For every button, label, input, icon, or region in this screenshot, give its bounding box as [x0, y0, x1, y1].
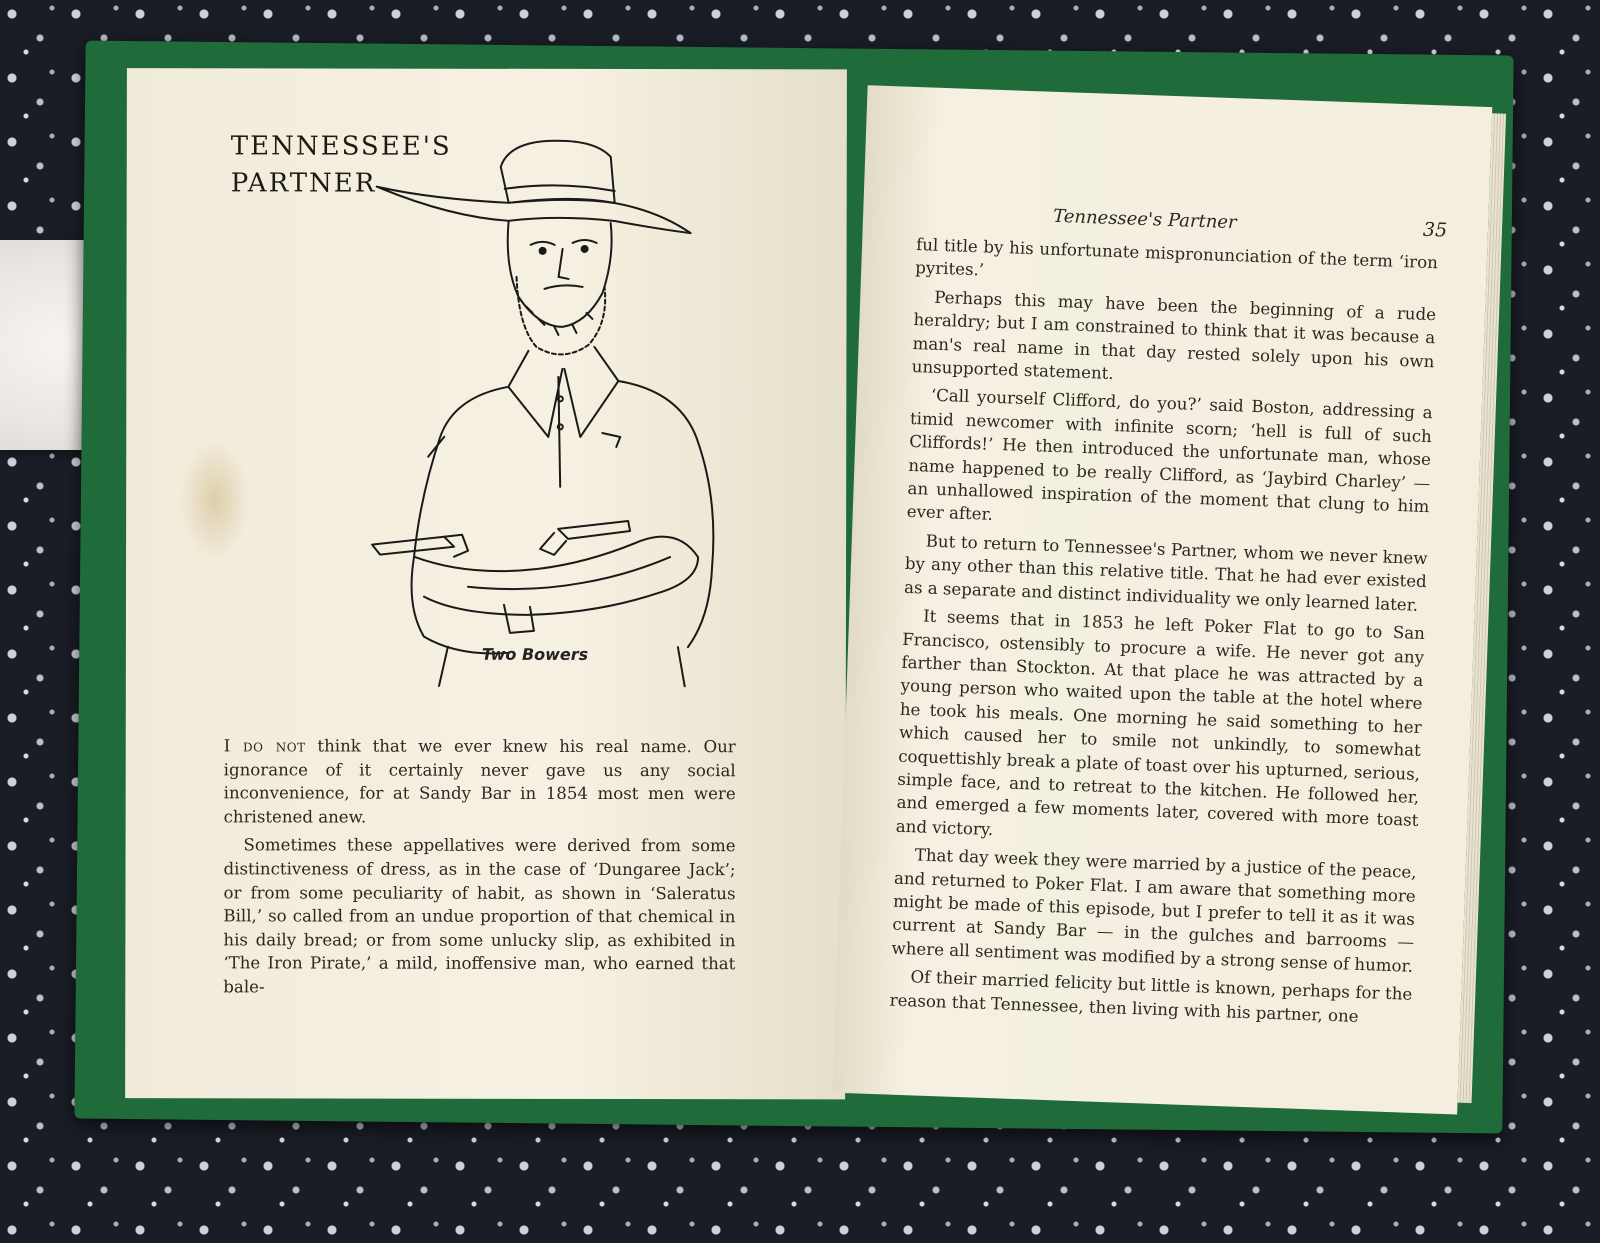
paragraph: ‘Call yourself Clifford, do you?’ said Boston, addressing a timid newcomer with infinite scorn; ‘hell is full of such Cliffords!’ He then introduced the unfortunate man, whose name happened to be really Clifford, as ‘Jaybird Charley’ — an unhallowed inspiration of the moment that clung to him ever after. — [906, 386, 1433, 525]
paragraph-text: think that we ever knew his real name. Our ignorance of it certainly never gave us any social inconvenience, for at Sandy Bar in 1854 most men were christened anew. — [223, 736, 736, 827]
page-number: 35 — [1422, 218, 1448, 242]
chapter-title-line-1: TENNESSEE'S — [230, 131, 452, 162]
cowboy-illustration — [358, 137, 759, 688]
paragraph: It seems that in 1853 he left Poker Flat to go to San Francisco, ostensibly to procure a wife. He never got any farther than Stockton. At that place he was attracted by a young person who waited upon the table at the hotel where he took his meals. One morning he said something to her which caused her to smile not unkindly, to somewhat coquettishly break a plate of toast over his upturned, serious, simple face, and to retreat to the kitchen. He followed her, and emerged a few moments later, covered with more toast and victory. — [895, 606, 1426, 839]
paragraph: But to return to Tennessee's Partner, whom we never knew by any other than this relative title. That he had ever existed as a separate and distinct individuality we only learned later. — [903, 531, 1428, 615]
right-page-text — [889, 233, 1438, 1030]
paragraph — [224, 734, 736, 829]
chapter-title-line-2: PARTNER — [230, 168, 377, 199]
opening-small-caps: I do not — [223, 736, 306, 756]
running-head: Tennessee's Partner — [1052, 205, 1237, 234]
paragraph: Of their married felicity but little is known, perhaps for the reason that Tennessee, then living with his partner, one — [889, 967, 1413, 1026]
paragraph: Sometimes these appellatives were derived from some distinctiveness of dress, as in the case of ‘Dungaree Jack’; or from some peculiarity of habit, as shown in ‘Saleratus Bill,’ so called from an undue proportion of that chemical in his daily bread; or from some unlucky slip, as exhibited in ‘The Iron Pirate,’ a mild, inoffensive man, who earned that bale- — [223, 835, 736, 997]
illustration-caption: Two Bowers — [481, 644, 589, 664]
left-page — [125, 68, 847, 1099]
glove-stain — [180, 440, 250, 560]
left-page-text — [223, 734, 735, 999]
open-book — [74, 41, 1513, 1134]
paragraph: ful title by his unfortunate mispronunciation of the term ‘iron pyrites.’ — [914, 235, 1439, 280]
paragraph: That day week they were married by a justice of the peace, and returned to Poker Flat. I am aware that something more might be made of this episode, but I prefer to tell it as it was current at Sandy Bar — in the gulches and barrooms — where all sentiment was modified by a strong sense of humor. — [891, 845, 1417, 976]
right-page — [832, 85, 1492, 1114]
paragraph: Perhaps this may have been the beginning of a rude heraldry; but I am constrained to think that it was because a man's real name in that day rested solely upon his own unsupported statement. — [911, 287, 1437, 384]
